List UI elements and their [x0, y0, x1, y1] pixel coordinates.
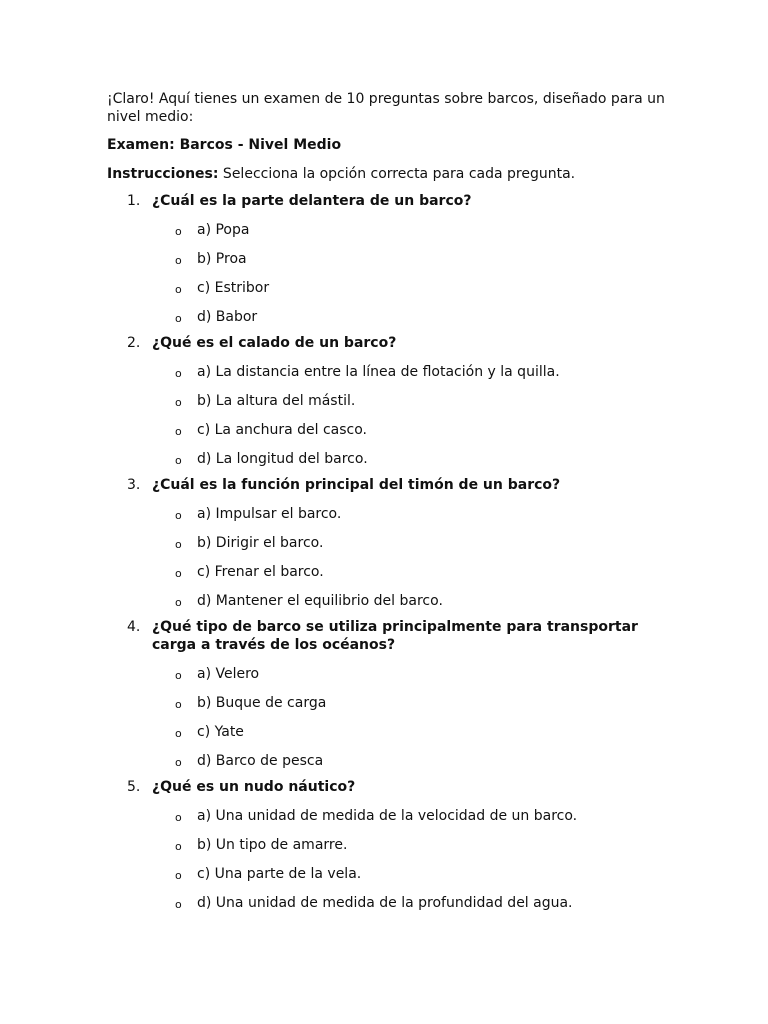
question-text: ¿Cuál es la parte delantera de un barco? [152, 193, 472, 209]
option-text: a) Popa [197, 222, 250, 238]
option-item [107, 308, 677, 326]
bullet-icon: o [175, 454, 182, 467]
option-item [107, 665, 677, 683]
question-number: 1. [127, 193, 141, 209]
option-item [107, 865, 677, 883]
option-item [107, 392, 677, 410]
bullet-icon: o [175, 698, 182, 711]
option-text: b) Un tipo de amarre. [197, 837, 348, 853]
option-item [107, 752, 677, 770]
option-item [107, 279, 677, 297]
option-text: c) Una parte de la vela. [197, 866, 362, 882]
bullet-icon: o [175, 756, 182, 769]
bullet-icon: o [175, 596, 182, 609]
option-item [107, 694, 677, 712]
option-text: b) Dirigir el barco. [197, 535, 324, 551]
question-3 [107, 476, 677, 610]
option-text: d) Barco de pesca [197, 753, 324, 769]
option-text: a) La distancia entre la línea de flotación y la quilla. [197, 364, 560, 380]
question-number: 5. [127, 779, 141, 795]
bullet-icon: o [175, 811, 182, 824]
exam-title: Examen: Barcos - Nivel Medio [107, 137, 342, 153]
option-list [152, 363, 677, 468]
option-text: a) Velero [197, 666, 260, 682]
option-text: d) La longitud del barco. [197, 451, 368, 467]
option-item [107, 894, 677, 912]
option-item [107, 221, 677, 239]
option-text: b) Proa [197, 251, 247, 267]
question-text: ¿Qué es un nudo náutico? [152, 779, 356, 795]
option-item [107, 563, 677, 581]
bullet-icon: o [175, 367, 182, 380]
option-text: d) Una unidad de medida de la profundidad del agua. [197, 895, 573, 911]
bullet-icon: o [175, 509, 182, 522]
option-text: d) Babor [197, 309, 258, 325]
option-item [107, 505, 677, 523]
instructions-label: Instrucciones: [107, 166, 219, 182]
question-number: 4. [127, 619, 141, 635]
question-number: 3. [127, 477, 141, 493]
option-item [107, 363, 677, 381]
question-text: ¿Qué tipo de barco se utiliza principalmente para transportar carga a través de los océanos? [152, 619, 638, 653]
question-text: ¿Qué es el calado de un barco? [152, 335, 397, 351]
option-text: c) La anchura del casco. [197, 422, 367, 438]
option-list [152, 221, 677, 326]
question-4 [107, 618, 677, 770]
bullet-icon: o [175, 425, 182, 438]
option-item [107, 723, 677, 741]
option-text: c) Estribor [197, 280, 270, 296]
question-number: 2. [127, 335, 141, 351]
option-text: d) Mantener el equilibrio del barco. [197, 593, 443, 609]
bullet-icon: o [175, 225, 182, 238]
bullet-icon: o [175, 283, 182, 296]
question-list [107, 192, 677, 912]
bullet-icon: o [175, 538, 182, 551]
option-item [107, 807, 677, 825]
question-1 [107, 192, 677, 326]
option-text: b) Buque de carga [197, 695, 327, 711]
question-2 [107, 334, 677, 468]
option-text: c) Frenar el barco. [197, 564, 324, 580]
question-5 [107, 778, 677, 912]
option-text: a) Una unidad de medida de la velocidad de un barco. [197, 808, 578, 824]
option-item [107, 250, 677, 268]
bullet-icon: o [175, 869, 182, 882]
bullet-icon: o [175, 727, 182, 740]
question-text: ¿Cuál es la función principal del timón de un barco? [152, 477, 561, 493]
option-item [107, 421, 677, 439]
bullet-icon: o [175, 898, 182, 911]
bullet-icon: o [175, 312, 182, 325]
intro-text: ¡Claro! Aquí tienes un examen de 10 preguntas sobre barcos, diseñado para un nivel medio: [107, 91, 665, 125]
option-item [107, 592, 677, 610]
bullet-icon: o [175, 254, 182, 267]
option-text: c) Yate [197, 724, 244, 740]
bullet-icon: o [175, 567, 182, 580]
bullet-icon: o [175, 840, 182, 853]
option-text: b) La altura del mástil. [197, 393, 356, 409]
option-item [107, 450, 677, 468]
instructions [107, 165, 677, 183]
option-text: a) Impulsar el barco. [197, 506, 342, 522]
option-item [107, 836, 677, 854]
option-list [152, 807, 677, 912]
instructions-text: Selecciona la opción correcta para cada pregunta. [218, 166, 576, 182]
document-page [107, 90, 677, 920]
bullet-icon: o [175, 396, 182, 409]
option-list [152, 665, 677, 770]
option-list [152, 505, 677, 610]
bullet-icon: o [175, 669, 182, 682]
option-item [107, 534, 677, 552]
